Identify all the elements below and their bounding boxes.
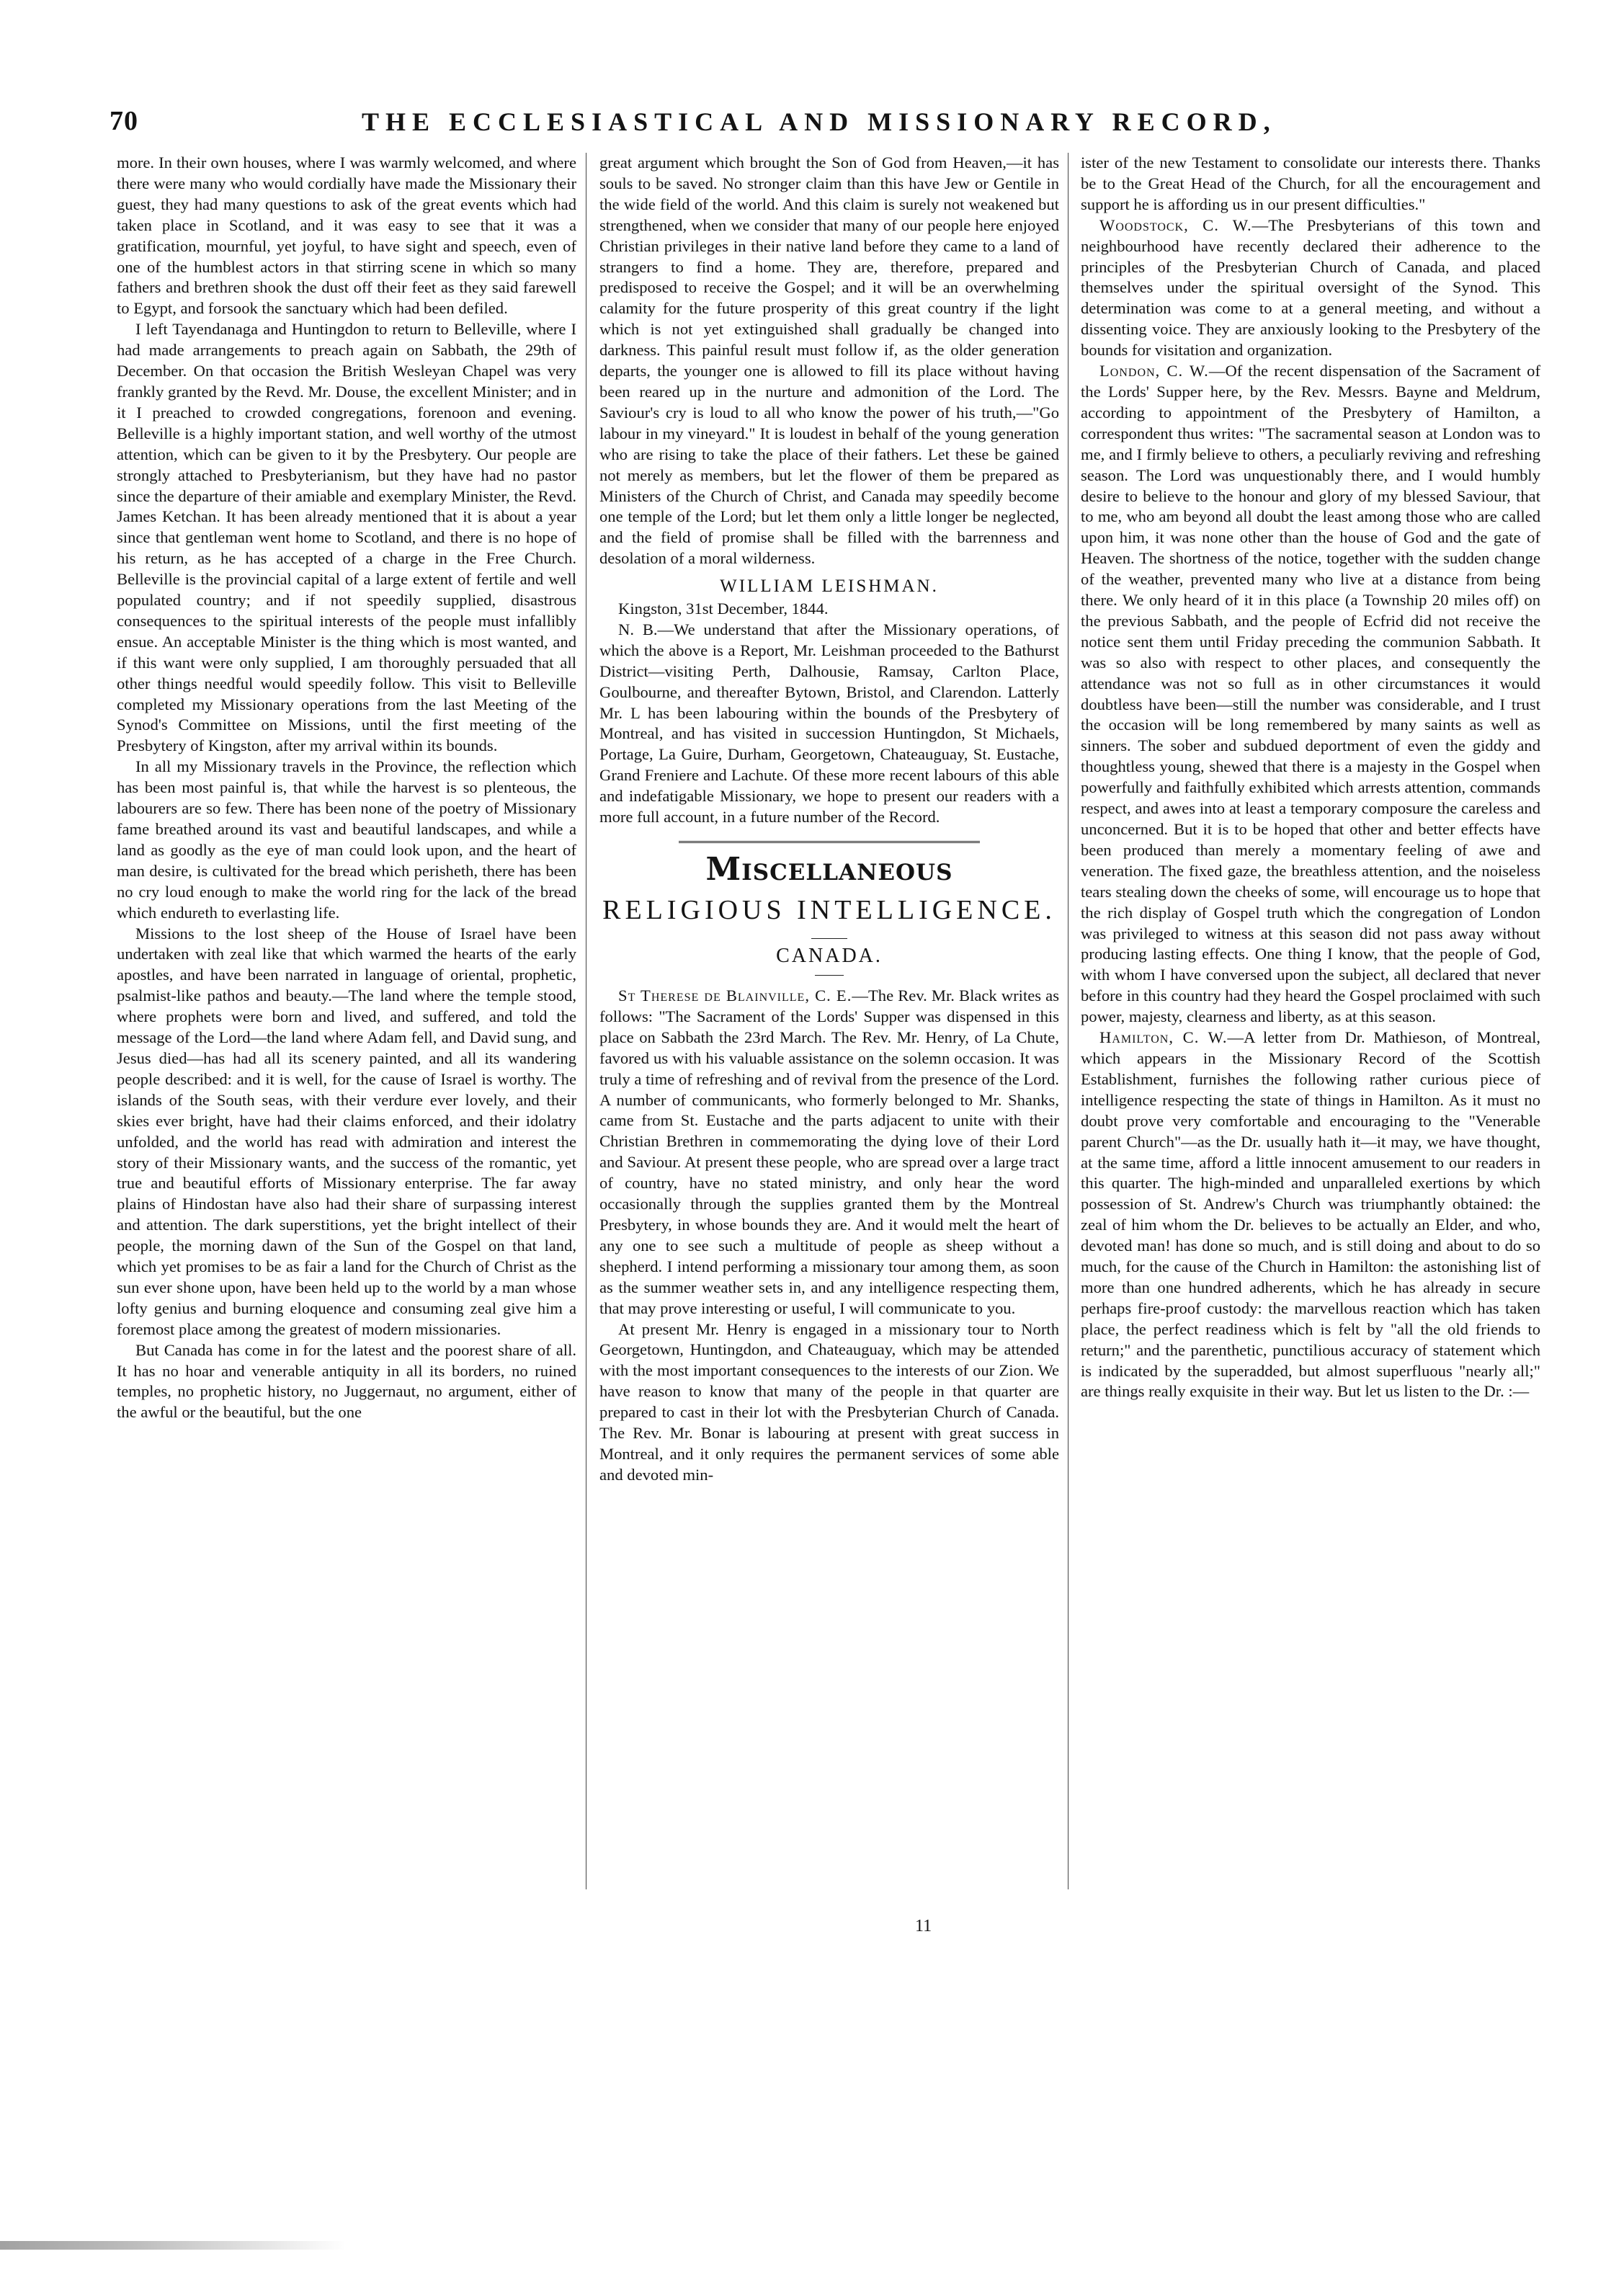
paragraph: At present Mr. Henry is engaged in a missionary tour to North Georgetown, Huntingdon, and Chateauguay, which may be attended with the most important consequences to the interests of our Zion. We have reason to know that many of the people in that quarter are prepared to cast in their lot with the Presbyterian Church of Canada. The Rev. Mr. Bonar is labouring at present with great success in Montreal, and it only requires the permanent services of some able and devoted min- [599, 1319, 1059, 1484]
running-title: THE ECCLESIASTICAL AND MISSIONARY RECORD, [362, 107, 1277, 136]
news-item-hamilton [1081, 1028, 1540, 1402]
paragraph: ister of the new Testament to consolidate our interests there. Thanks be to the Great Head of the Church, for all the encouragement and support he is affording us in our present difficulties." [1081, 153, 1540, 213]
paragraph: In all my Missionary travels in the Province, the reflection which has been most painful is, that while the harvest is so plenteous, the labourers are so few. There has been none of the poetry of Missionary fame breathed around its vast and beautiful landscapes, and while a land as goodly as the eye of man could look upon, and the heart of man desire, is cultivated for the bread which perisheth, there has been no cry loud enough to make the world ring for the lack of the bread which endureth to everlasting life. [117, 757, 576, 922]
column-left [117, 153, 576, 1907]
signature-mark: 11 [915, 1917, 932, 1935]
paragraph: I left Tayendanaga and Huntingdon to return to Belleville, where I had made arrangements to preach again on Sabbath, the 29th of December. On that occasion the British Wesleyan Chapel was very frankly granted by the Revd. Mr. Douse, the excellent Minister; and in it I preached to crowded congregations, forenoon and evening. Belleville is a highly important station, and well worthy of the utmost attention, which can be given to it by the Presbytery. Our people are strongly attached to Presbyterianism, but they have had no pastor since the departure of their amiable and exemplary Minister, the Revd. James Ketchan. It has been already mentioned that it is about a year since that gentleman went home to Scotland, and there is no hope of his return, as he has accepted of a charge in the Free Church. Belleville is the provincial capital of a large extent of fertile and well populated country; and if not speedily supplied, disastrous consequences to the spiritual interests of the people must infallibly ensue. An acceptable Minister is the thing which is most wanted, and if this want were only supplied, I am thoroughly persuaded that all other things needful would speedily follow. This visit to Belleville completed my Missionary operations from the last Meeting of the Synod's Committee on Missions, until the first meeting of the Presbytery of Kingston, after my arrival within its bounds. [117, 320, 576, 755]
scan-artifact [0, 2241, 346, 2250]
news-text: —A letter from Dr. Mathieson, of Montreal, which appears in the Missionary Record of the Scottish Establishment, furnishes the following rather curious piece of intelligence respecting the state of things in Hamilton. As it must no doubt prove very comfortable and encouraging to the "Venerable parent Church"—as the Dr. usually hath it—it may, we have thought, at the same time, afford a little innocent amusement to our readers in this quarter. The high-minded and unparalleled exertions by which possession of St. Andrew's Church was triumphantly obtained: the zeal of him whom the Dr. believes to be actually an Elder, and who, devoted man! has done so much, and is still doing and about to do so much, for the cause of the Church in Hamilton: the astonishing list of more than one hundred adherents, which he has already in secure perhaps fire-proof custody: the marvellous reaction which has taken place, the perfect readiness which is felt by "all the old friends to return;" and the parenthetic, punctilious accuracy of statement which is indicated by the superadded, but almost superfluous "nearly all;" are things really exquisite in their way. But let us listen to the Dr. :— [1081, 1028, 1540, 1401]
country-heading: CANADA. [776, 945, 883, 967]
place-name: St Therese de Blainville, C. E. [618, 986, 852, 1004]
column-middle [599, 153, 1059, 1907]
paragraph: But Canada has come in for the latest and the poorest share of all. It has no hoar and venerable antiquity in all its borders, no ruined temples, no prophetic history, no Juggernaut, no argument, either of the awful or the beautiful, but the one [117, 1340, 576, 1422]
news-text: —Of the recent dispensation of the Sacrament of the Lords' Supper here, by the Rev. Messrs. Bayne and Meldrum, according to appointment of the Presbytery of Hamilton, a correspondent thus writes: "The sacramental season at London was to me, and I firmly believe to others, a peculiarly reviving and refreshing season. The Lord was unquestionably there, and I would humbly desire to believe to the honour and glory of my blessed Saviour, that to me, who am beyond all doubt the least among those who are called upon him, it was none other than the house of God and the gate of Heaven. The shortness of the notice, together with the sudden change of the weather, prevented many who live at a distance from being there. We only heard of it in this place (a Township 20 miles off) on the previous Sabbath, and the people of Ecfrid did not receive the notice sent them until Friday preceding the communion Sabbath. It was so also with respect to other places, and consequently the attendance was not so full as in other circumstances it would doubtless have been—still the number was considerable, and I trust the occasion will be long remembered by many saints as well as sinners. The sober and subdued deportment of even the giddy and thoughtless young, shewed that there is a majesty in the Gospel when powerfully and faithfully exhibited which arrests attention, commands respect, and awes into at least a temporary composure the careless and unconcerned. But it is to be hoped that other and better effects have been produced than merely a momentary feeling of awe and veneration. The fixed gaze, the breathless attention, and the noiseless tears stealing down the cheeks of some, will encourage us to hope that the rich display of Gospel truth which the congregation of London was privileged to witness at this season did not pass away without producing lasting effects. One thing I know, that the people of God, with whom I have conversed upon the subject, all declared that never before in this country had they heard the Gospel proclaimed with such power, majesty, clearness and liberty, as at this season. [1081, 362, 1541, 1026]
paragraph: Missions to the lost sheep of the House of Israel have been undertaken with zeal like that which warmed the hearts of the early apostles, and have been narrated in language of oriental, prophetic, psalmist-like pathos and beauty.—The land where the temple stood, where prophets were born and lived, and suffered, and told the message of the Lord—the land where Adam fell, and David sung, and Jesus died—has had all its scenery painted, and all its wandering people described: and it is well, for the cause of Israel is worthy. The islands of the South seas, with their verdure ever lovely, and their skies ever bright, have had their claims enforced, and their idolatry unfolded, and the world has read with admiration and interest the story of their Missionary wants, and the success of the romantic, yet true and beautiful efforts of Missionary enterprise. The far away plains of Hindostan have also had their share of surpassing interest and attention. The dark superstitions, yet the bright intellect of their people, the morning dawn of the Sun of the Gospel on that land, which yet promises to be as fair a land for the Church of Christ as the sun ever shone upon, have been held up to the world by a man whose lofty genius and burning eloquence and consuming zeal give him a foremost place among the greatest of modern missionaries. [117, 924, 576, 1338]
paragraph: great argument which brought the Son of God from Heaven,—it has souls to be saved. No stronger claim than this have Jew or Gentile in the wide field of the world. And this claim is surely not weakened but strengthened, when we consider that many of our people here enjoyed Christian privileges in their native land before they came to a land of strangers to find a home. They are, therefore, prepared and predisposed to receive the Gospel; and it will be an overwhelming calamity for the future prosperity of this great country if the light which is not yet extinguished shall gradually be changed into darkness. This painful result must follow if, as the older generation departs, the younger one is allowed to fill its place without having been reared up in the nurture and admonition of the Lord. The Saviour's cry is loud to all who know the power of his truth,—"Go labour in my vineyard." It is loudest in behalf of the young generation who are rising to take the place of their fathers. Let these be gained not merely as members, but let the flower of them be prepared as Ministers of the Church of Christ, and Canada may speedily become one temple of the Lord; but let them only a little longer be neglected, and the field of promise shall be filled with the barrenness and desolation of a moral wilderness. [599, 153, 1059, 568]
nb-paragraph: N. B.—We understand that after the Missionary operations, of which the above is a Report, Mr. Leishman proceeded to the Bathurst District—visiting Perth, Dalhousie, Ramsay, Carlton Place, Goulbourne, and thereafter Bytown, Bristol, and Clarendon. Latterly Mr. L has been labouring within the bounds of the Presbytery of Montreal, and has visited in succession Huntingdon, St Michaels, Portage, La Guire, Durham, Georgetown, Chateauguay, St. Eustache, Grand Freniere and Lachute. Of these more recent labours of this able and indefatigable Missionary, we hope to present our readers with a more full account, in a future number of the Record. [599, 620, 1059, 827]
column-right [1081, 153, 1540, 1763]
decorative-rule [679, 841, 980, 846]
news-item-woodstock [1081, 215, 1540, 361]
section-heading: Miscellaneous [705, 851, 953, 888]
news-text: —The Presbyterians of this town and neighbourhood have recently declared their adherence to the principles of the Presbyterian Church of Canada, and placed themselves under the spiritual oversight of the Synod. This determination was come to at a general meeting, and without a dissenting voice. They are anxiously looking to the Presbytery of the bounds for visitation and organization. [1081, 215, 1540, 360]
paragraph: more. In their own houses, where I was warmly welcomed, and where there were many who would cordially have made the Missionary their guest, they had many questions to ask of the great events which had taken place in Scotland, and it was easy to see that it was a gratification, mournful, yet joyful, to have sight and speech, even of one of the humblest actors in that stirring scene in which so many fathers and brethren shook the dust off their feet as they said farewell to Egypt, and forsook the sanctuary which had been defiled. [117, 153, 576, 318]
place-name: London, C. W. [1099, 362, 1209, 380]
short-rule [815, 975, 844, 976]
news-text: —The Rev. Mr. Black writes as follows: "The Sacrament of the Lords' Supper was dispensed in this place on Sabbath the 23rd March. The Rev. Mr. Henry, of La Chute, favored us with his valuable assistance on the solemn occasion. It was truly a time of refreshing and of revival from the presence of the Lord. A number of communicants, who formerly belonged to Mr. Shanks, came from St. Eustache and the parts adjacent to unite with their Christian Brethren in commemorating the dying love of their Lord and Saviour. At present these people, who are spread over a large tract of country, have no stated ministry, and only hear the word occasionally through the supplies granted them by the Montreal Presbytery, in whose bounds they are. And it would melt the heart of any one to see such a multitude of people as sheep without a shepherd. I intend performing a missionary tour among them, as soon as the summer weather sets in, and any intelligence respecting them, that may prove interesting or useful, I will communicate to you. [599, 986, 1059, 1317]
short-rule [811, 938, 847, 939]
place-name: Hamilton, C. W. [1099, 1028, 1228, 1047]
section-subheading: RELIGIOUS INTELLIGENCE. [602, 895, 1056, 925]
place-date: Kingston, 31st December, 1844. [618, 600, 829, 618]
place-name: Woodstock, C. W. [1099, 215, 1252, 234]
news-item-st-therese [599, 986, 1059, 1319]
news-item-london [1081, 361, 1540, 1028]
page-number: 70 [110, 106, 138, 136]
section-heading-block [599, 841, 1059, 976]
author-signature: WILLIAM LEISHMAN. [720, 576, 939, 597]
page-header [110, 105, 1551, 141]
